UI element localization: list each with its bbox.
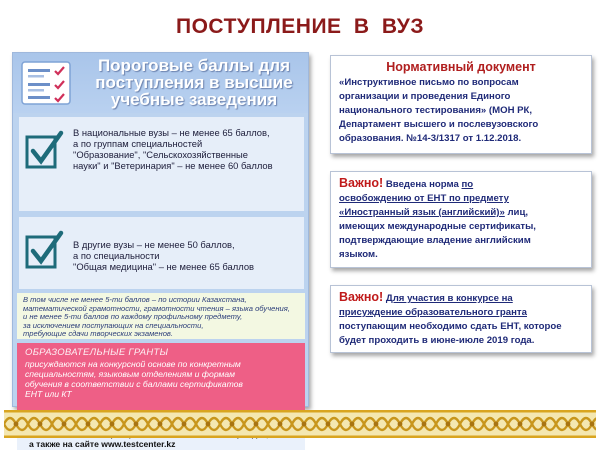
- grants-title: ОБРАЗОВАТЕЛЬНЫЕ ГРАНТЫ: [25, 347, 169, 358]
- grants-line: обучения в соответствии с баллами сертификатов: [25, 379, 243, 389]
- box-line: национального тестирования» (МОН РК,: [339, 105, 533, 116]
- panel-header: [13, 53, 308, 113]
- box-line: [339, 206, 583, 220]
- thresholds-panel: [12, 52, 309, 449]
- important-label: Важно!: [339, 290, 384, 304]
- ornament-border: [4, 410, 596, 438]
- text-line: науки" и "Ветеринария" – не менее 60 баллов: [73, 160, 273, 171]
- box-line: языком.: [339, 249, 378, 260]
- grants-text: [25, 359, 297, 399]
- note-line: В том числе не менее 5-ти баллов – по истории Казахстана,: [23, 295, 247, 304]
- text-line: "Образование", "Сельскохозяйственные: [73, 149, 249, 160]
- page-title: ПОСТУПЛЕНИЕ В ВУЗ: [176, 15, 424, 38]
- box-line: [339, 176, 583, 192]
- box-line: [339, 290, 583, 306]
- checklist-icon: [21, 61, 71, 105]
- box-text: лиц,: [504, 207, 529, 218]
- english-exemption-box: [330, 171, 592, 268]
- subject-minimum-note: [17, 293, 305, 339]
- box-line: Департамент высшего и послевузовского: [339, 119, 539, 130]
- box-line: организации и проведения Единого: [339, 91, 511, 102]
- grants-line: специальностям, языковым отделениям и формам: [25, 369, 236, 379]
- grant-competition-box: [330, 285, 592, 353]
- footer-line: а также на сайте www.testcenter.kz: [29, 439, 176, 449]
- text-line: а по специальности: [73, 250, 160, 261]
- normative-document-box: [330, 55, 592, 154]
- national-universities-text: [73, 127, 299, 171]
- text-line: а по группам специальностей: [73, 138, 203, 149]
- normative-document-heading: Нормативный документ: [386, 60, 536, 74]
- box-line: имеющих международные сертификаты,: [339, 221, 536, 232]
- header-line: Пороговые баллы для: [97, 56, 291, 75]
- panel-header-title: [83, 57, 305, 108]
- box-text-underlined: освобождению от ЕНТ по предмету: [339, 193, 509, 204]
- other-universities-text: [73, 239, 299, 272]
- box-line: поступающим необходимо сдать ЕНТ, которое: [339, 321, 562, 332]
- box-text-underlined: по: [461, 179, 474, 190]
- box-text-underlined: Для участия в конкурсе на: [385, 293, 513, 304]
- note-line: за исключением поступающих на специальности,: [23, 320, 204, 330]
- box-text-underlined: присуждение образовательного гранта: [339, 307, 527, 318]
- other-universities-block: [19, 217, 304, 289]
- header-line: учебные заведения: [110, 90, 278, 109]
- note-line: математической грамотности, грамотности чтения – языка обучения,: [23, 303, 290, 313]
- text-line: "Общая медицина" – не менее 65 баллов: [73, 261, 255, 272]
- text-line: В другие вузы – не менее 50 баллов,: [73, 239, 235, 250]
- grants-line: ЕНТ или КТ: [25, 389, 72, 399]
- note-line: и не менее 5-ти баллов по каждому профильному предмету,: [23, 312, 243, 322]
- box-line: подтверждающие владение английским: [339, 235, 531, 246]
- box-text: Введена норма: [385, 179, 459, 190]
- text-line: В национальные вузы – не менее 65 баллов,: [73, 127, 270, 138]
- checkmark-icon: [25, 229, 65, 271]
- header-line: поступления в высшие: [95, 73, 293, 92]
- box-text-underlined: «Иностранный язык (английский)»: [339, 207, 505, 218]
- box-line: будет проходить в июне-июле 2019 года.: [339, 335, 535, 346]
- box-line: «Инструктивное письмо по вопросам: [339, 77, 519, 88]
- grants-block: [17, 343, 305, 415]
- box-line: образования. №14-3/1317 от 1.12.2018.: [339, 133, 522, 144]
- checkmark-icon: [25, 129, 65, 171]
- important-label: Важно!: [339, 176, 384, 190]
- national-universities-block: [19, 117, 304, 211]
- note-line: требующие сдачи творческих экзаменов.: [23, 329, 173, 339]
- grants-line: присуждаются на конкурсной основе по конкретным: [25, 359, 241, 369]
